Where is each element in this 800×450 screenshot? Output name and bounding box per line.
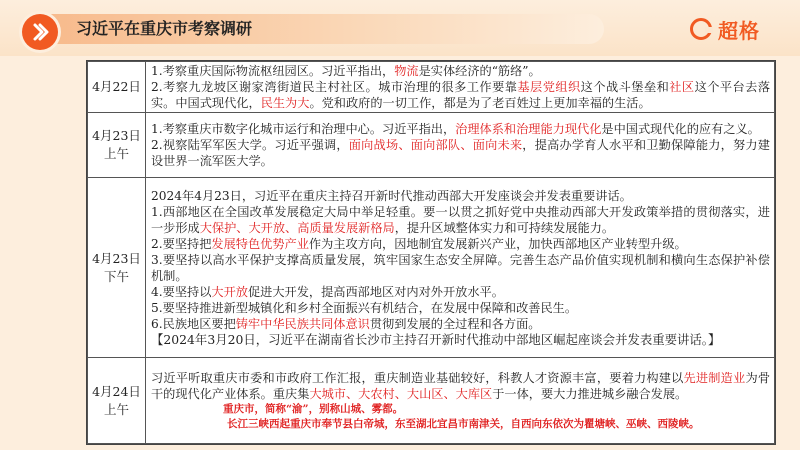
date-line: 下午 bbox=[103, 268, 129, 284]
content-line bbox=[151, 121, 770, 137]
date-cell bbox=[88, 113, 146, 178]
content-cell bbox=[146, 178, 775, 358]
body-text: 2.要坚持把 bbox=[151, 236, 212, 251]
body-text: 贯彻到发展的全过程和各方面。 bbox=[369, 316, 541, 331]
body-text: 。党和政府的一切工作，都是为了老百姓过上更加幸福的生活。 bbox=[309, 96, 651, 110]
table-row bbox=[88, 62, 775, 113]
highlight-text: 大城市、大农村、大山区、大库区 bbox=[309, 386, 493, 401]
body-text: 3.要坚持以高水平保护支撑高质量发展，筑牢国家生态安全屏障。完善生态产品价值实现机制和横向生态保护补偿机制。 bbox=[151, 252, 770, 283]
highlight-text: 大开放 bbox=[211, 284, 248, 299]
highlight-text: 物流 bbox=[394, 64, 419, 78]
brand-logo bbox=[690, 16, 760, 42]
content-line bbox=[151, 300, 770, 316]
body-text: 这个平台去落实。中国式现代化， bbox=[151, 80, 771, 110]
arrow-badge bbox=[22, 14, 58, 50]
logo-icon bbox=[690, 18, 712, 40]
highlight-text: 治理体系和治理能力现代化 bbox=[455, 122, 602, 136]
content-line bbox=[151, 236, 770, 252]
highlight-text: 社区 bbox=[669, 80, 695, 94]
content-cell bbox=[146, 62, 775, 113]
content-line bbox=[151, 316, 770, 332]
body-text: 为骨干的现代化产业体系。重庆集 bbox=[151, 370, 771, 401]
date-line: 上午 bbox=[103, 146, 129, 161]
highlight-text: 发展特色优势产业 bbox=[211, 236, 309, 251]
date-line: 4月22日 bbox=[92, 79, 141, 94]
highlight-text: 面向战场、面向部队、面向未来 bbox=[348, 138, 523, 152]
date-line: 4月23日 bbox=[92, 128, 141, 143]
date-cell bbox=[88, 178, 146, 358]
date-cell bbox=[88, 62, 146, 113]
body-text: ，提升区域整体实力和可持续发展能力。 bbox=[394, 220, 615, 235]
highlight-text: 先进制造业 bbox=[683, 370, 746, 385]
body-text: 1.西部地区在全国改革发展稳定大局中举足轻重。要一以贯之抓好党中央推动西部大开发政策举措的贯彻落实，进一步形成 bbox=[151, 204, 770, 235]
annotation-note: 长江三峡西起重庆市奉节县白帝城，东至湖北宜昌市南津关，自西向东依次为瞿塘峡、巫峡、西陵峡。 bbox=[227, 417, 700, 430]
schedule-table bbox=[87, 61, 775, 444]
content-cell bbox=[146, 113, 775, 178]
body-text: 2.考察九龙坡区谢家湾街道民主村社区。城市治理的很多工作要靠 bbox=[151, 80, 518, 94]
highlight-text: 基层党组织 bbox=[517, 80, 581, 94]
body-text: 于一体，要大力推进城乡融合发展。 bbox=[492, 386, 688, 401]
content-line bbox=[151, 63, 770, 79]
body-text: 1.考察重庆国际物流枢纽园区。习近平指出， bbox=[151, 64, 395, 78]
table-row bbox=[88, 178, 775, 358]
logo-text: 超格 bbox=[718, 18, 760, 43]
body-text: 5.要坚持推进新型城镇化和乡村全面振兴有机结合，在发展中保障和改善民生。 bbox=[151, 300, 578, 315]
body-text: 是中国式现代化的应有之义。 bbox=[601, 122, 760, 136]
highlight-text: 民生为大 bbox=[260, 96, 310, 110]
body-text: 作为主攻方向，因地制宜发展新兴产业，加快西部地区产业转型升级。 bbox=[308, 236, 687, 251]
table-row bbox=[88, 113, 775, 178]
body-text: 促进大开发，提高西部地区对内对外开放水平。 bbox=[247, 284, 504, 299]
date-line: 4月24日 bbox=[92, 383, 141, 399]
body-text: 这个战斗堡垒和 bbox=[580, 80, 670, 94]
content-line bbox=[151, 252, 770, 284]
body-text: 2.视察陆军军医大学。习近平强调， bbox=[151, 138, 349, 152]
body-text: 是实体经济的“筋络”。 bbox=[418, 64, 541, 78]
body-text: 4.要坚持以 bbox=[151, 284, 212, 299]
body-text: 1.考察重庆市数字化城市运行和治理中心。习近平指出， bbox=[151, 122, 456, 136]
content-line bbox=[151, 370, 770, 402]
date-line: 4月23日 bbox=[92, 250, 141, 266]
date-line: 上午 bbox=[103, 401, 129, 417]
content-line bbox=[151, 79, 770, 111]
content-line bbox=[151, 284, 770, 300]
highlight-text: 大保护、大开放、高质量发展新格局 bbox=[199, 220, 395, 235]
highlight-text: 铸牢中华民族共同体意识 bbox=[235, 316, 370, 331]
schedule-table-wrapper bbox=[86, 60, 776, 445]
header bbox=[0, 0, 800, 56]
body-text: ，提高办学育人水平和卫勤保障能力，努力建设世界一流军医大学。 bbox=[151, 138, 770, 168]
chevron-right-icon bbox=[30, 22, 50, 42]
table-row bbox=[88, 358, 775, 444]
content-line bbox=[151, 204, 770, 236]
content-cell bbox=[146, 358, 775, 444]
annotation-note: 重庆市，简称“渝”，别称山城、雾都。 bbox=[223, 402, 404, 415]
content-line bbox=[151, 188, 770, 204]
body-text: 6.民族地区要把 bbox=[151, 316, 236, 331]
date-cell bbox=[88, 358, 146, 444]
page-title: 习近平在重庆市考察调研 bbox=[76, 19, 253, 38]
body-text: 2024年4月23日，习近平在重庆主持召开新时代推动西部大开发座谈会并发表重要讲话。 bbox=[151, 188, 632, 203]
content-line bbox=[151, 137, 770, 169]
body-text: 习近平听取重庆市委和市政府工作汇报，重庆制造业基础较好，科教人才资源丰富，要着力构建以 bbox=[151, 370, 684, 385]
related-note: 【2024年3月20日，习近平在湖南省长沙市主持召开新时代推动中部地区崛起座谈会并发表重要讲话。】 bbox=[151, 331, 721, 347]
